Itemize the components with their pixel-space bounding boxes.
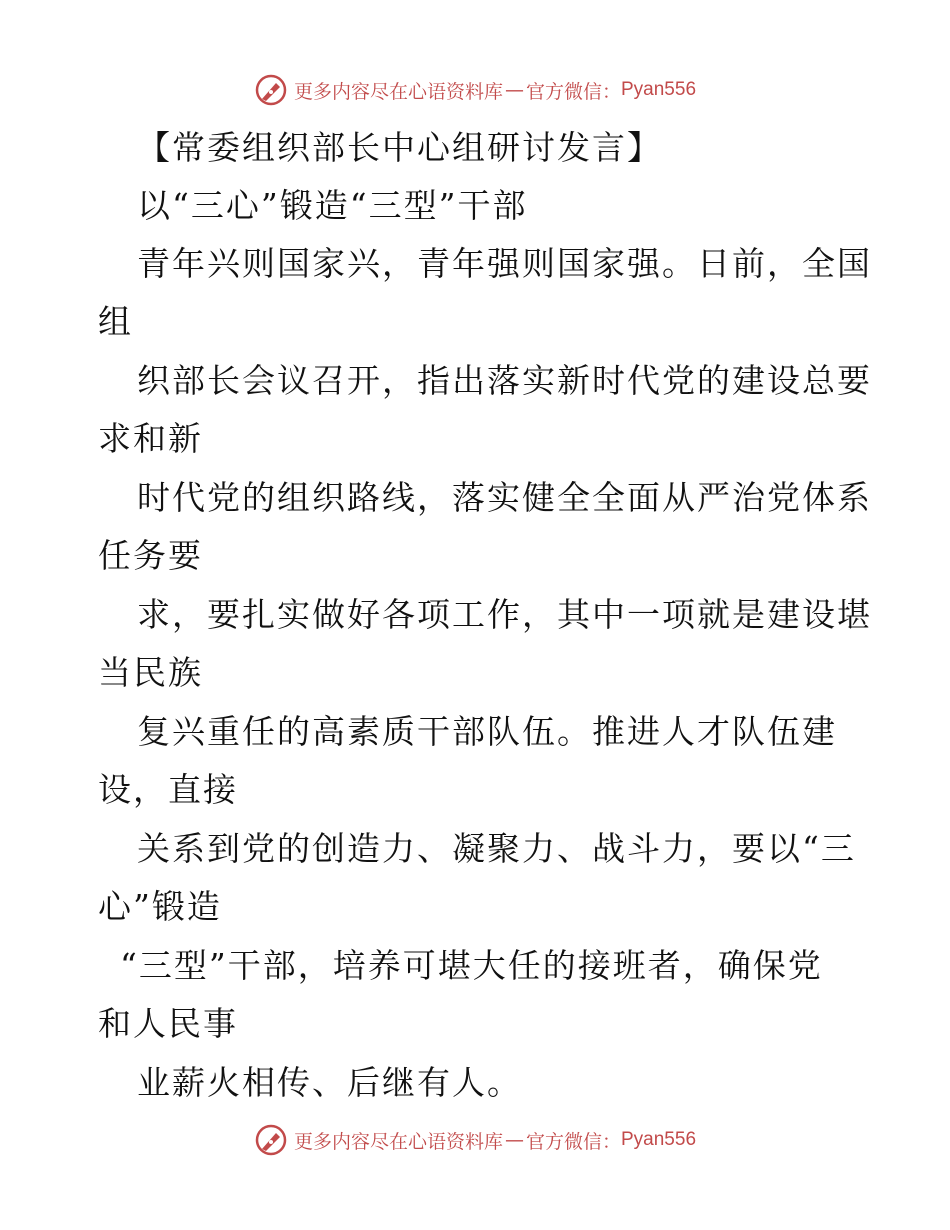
paragraph-line: 时代党的组织路线，落实健全全面从严治党体系 xyxy=(137,478,872,517)
watermark-wechat-id: Pyan556 xyxy=(621,1129,697,1150)
pen-nib-seal-icon xyxy=(254,1123,288,1157)
document-title: 【常委组织部长中心组研讨发言】 xyxy=(137,128,662,167)
watermark-site-text: 更多内容尽在心语资料库 xyxy=(293,1130,503,1153)
header-watermark xyxy=(0,68,950,112)
paragraph-line: 和人民事 xyxy=(98,1004,238,1043)
watermark-wechat-id: Pyan556 xyxy=(621,79,697,100)
watermark-wechat-label: 官方微信： xyxy=(525,80,621,103)
paragraph-line: 青年兴则国家兴，青年强则国家强。日前，全国 xyxy=(137,244,872,283)
paragraph-line: 求和新 xyxy=(98,419,203,458)
paragraph-line: 任务要 xyxy=(98,536,203,575)
document-subtitle: 以“三心”锻造“三型”干部 xyxy=(137,186,528,225)
watermark-site-text: 更多内容尽在心语资料库 xyxy=(293,80,503,103)
paragraph-line: “三型”干部，培养可堪大任的接班者，确保党 xyxy=(120,946,823,985)
paragraph-line: 当民族 xyxy=(98,653,203,692)
paragraph-line: 心”锻造 xyxy=(98,887,222,926)
watermark-separator: — xyxy=(504,1129,524,1151)
paragraph-line: 设，直接 xyxy=(98,770,238,809)
paragraph-line: 关系到党的创造力、凝聚力、战斗力，要以“三 xyxy=(137,829,856,868)
paragraph-line: 复兴重任的高素质干部队伍。推进人才队伍建 xyxy=(137,712,837,751)
paragraph-line: 组 xyxy=(98,302,133,341)
watermark-separator: — xyxy=(504,79,524,101)
watermark-wechat-label: 官方微信： xyxy=(525,1130,621,1153)
paragraph-line: 求，要扎实做好各项工作，其中一项就是建设堪 xyxy=(137,595,872,634)
footer-watermark xyxy=(0,1118,950,1162)
pen-nib-seal-icon xyxy=(254,73,288,107)
paragraph-line: 业薪火相传、后继有人。 xyxy=(137,1063,522,1102)
paragraph-line: 织部长会议召开，指出落实新时代党的建设总要 xyxy=(137,361,872,400)
